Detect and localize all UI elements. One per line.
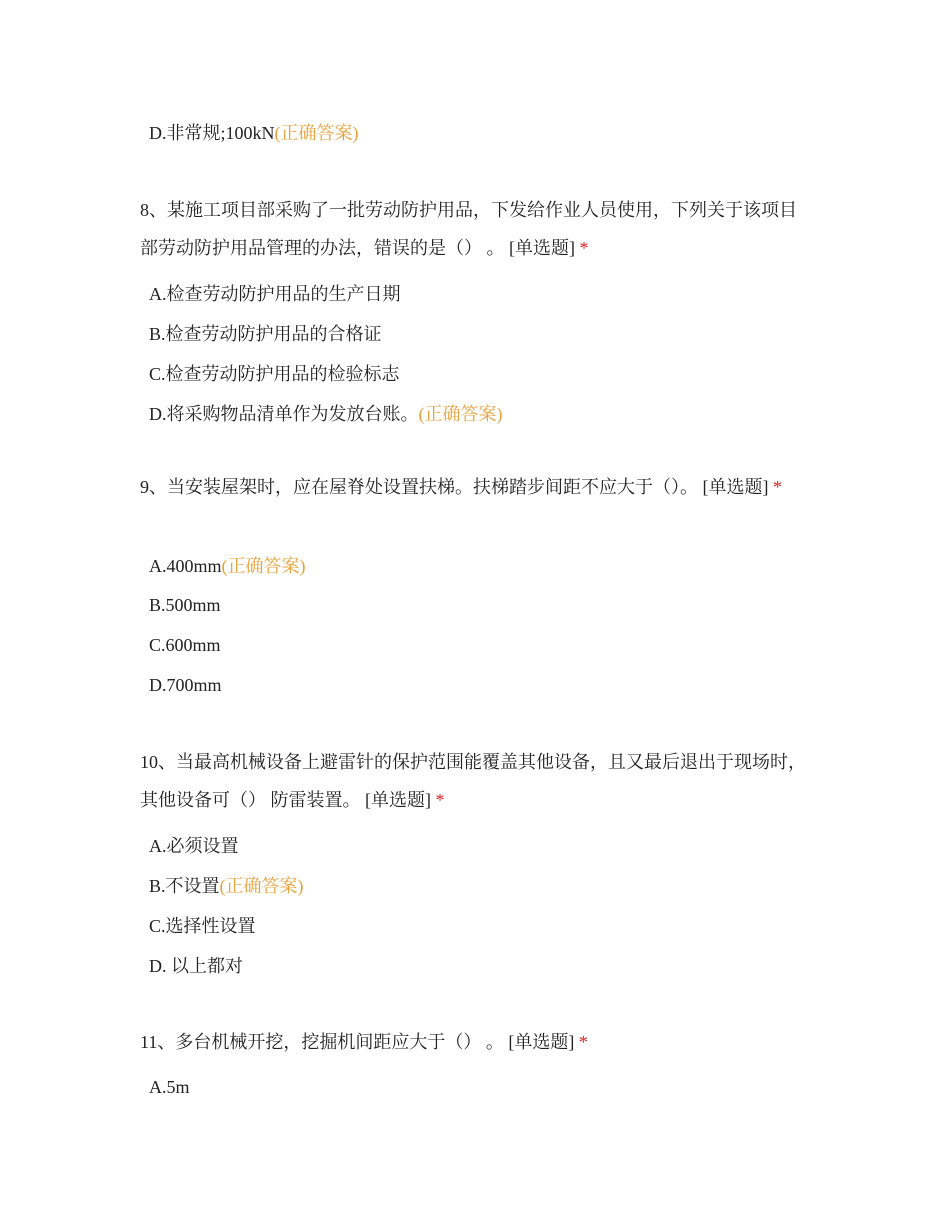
option-9-c[interactable]: [149, 633, 221, 657]
option-8-b[interactable]: [149, 322, 382, 346]
required-marker: *: [579, 238, 589, 258]
option-9-d[interactable]: [149, 673, 222, 697]
question-type-tag: [单选题]: [365, 790, 431, 810]
correct-answer-badge: (正确答案): [221, 556, 306, 576]
question-type-tag: [单选题]: [702, 477, 769, 497]
option-label: C.检查劳动防护用品的检验标志: [149, 364, 400, 384]
option-label: A.400mm: [149, 556, 222, 576]
option-9-b[interactable]: [149, 593, 221, 617]
option-8-a[interactable]: [149, 282, 401, 306]
question-stem: 10、当最高机械设备上避雷针的保护范围能覆盖其他设备，且又最后退出于现场时，其他设备可（） 防雷装置。: [140, 752, 806, 810]
question-9-title: [140, 471, 808, 503]
option-11-a[interactable]: [149, 1075, 190, 1099]
question-stem: 8、某施工项目部采购了一批劳动防护用品，下发给作业人员使用，下列关于该项目部劳动防护用品管理的办法，错误的是（） 。: [140, 200, 797, 258]
question-type-tag: [单选题]: [509, 238, 575, 258]
option-10-c[interactable]: [149, 914, 256, 938]
required-marker: *: [578, 1032, 588, 1052]
option-label: A.5m: [149, 1077, 190, 1097]
question-10-title: [140, 743, 808, 819]
option-label: C.600mm: [149, 635, 221, 655]
question-stem: 11、多台机械开挖，挖掘机间距应大于（） 。: [140, 1032, 504, 1052]
option-10-b[interactable]: [149, 874, 304, 898]
option-9-a[interactable]: [149, 554, 306, 578]
option-label: B.不设置: [149, 876, 220, 896]
correct-answer-badge: (正确答案): [274, 123, 359, 143]
option-label: A.检查劳动防护用品的生产日期: [149, 284, 401, 304]
option-label: B.检查劳动防护用品的合格证: [149, 324, 382, 344]
question-stem: 9、当安装屋架时，应在屋脊处设置扶梯。扶梯踏步间距不应大于（）。: [140, 477, 698, 497]
correct-answer-badge: (正确答案): [219, 876, 304, 896]
question-8-title: [140, 191, 808, 267]
option-label: D.700mm: [149, 675, 222, 695]
option-prev-d[interactable]: [149, 121, 359, 145]
option-8-d[interactable]: [149, 402, 503, 426]
option-10-a[interactable]: [149, 834, 239, 858]
option-10-d[interactable]: [149, 954, 243, 978]
correct-answer-badge: (正确答案): [418, 404, 503, 424]
option-label: C.选择性设置: [149, 916, 256, 936]
required-marker: *: [773, 477, 782, 497]
option-8-c[interactable]: [149, 362, 400, 386]
question-type-tag: [单选题]: [508, 1032, 575, 1052]
option-label: D.将采购物品清单作为发放台账。: [149, 404, 419, 424]
required-marker: *: [435, 790, 445, 810]
option-label: B.500mm: [149, 595, 221, 615]
option-label: A.必须设置: [149, 836, 239, 856]
question-11-title: [140, 1023, 808, 1061]
option-label: D.非常规;100kN: [149, 123, 275, 143]
option-label: D. 以上都对: [149, 956, 243, 976]
